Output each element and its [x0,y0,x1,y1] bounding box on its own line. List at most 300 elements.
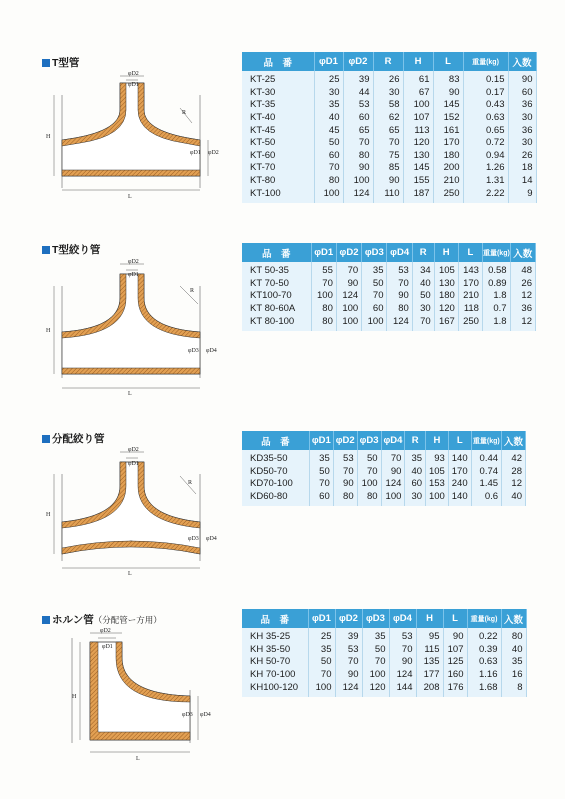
horn-pipe-drawing [60,628,220,763]
value-cell: 100 [314,187,343,203]
table-row [242,150,536,163]
value-cell: 124 [389,669,416,682]
value-cell: 14 [508,175,536,188]
value-cell: 50 [362,278,387,291]
value-cell: 0.94 [463,150,508,163]
value-cell: 90 [336,278,361,291]
table-row [242,262,536,278]
dim-h-label: H [46,134,51,140]
value-cell: 0.43 [463,99,508,112]
table-row [242,71,536,87]
value-cell: 40 [502,491,526,507]
product-code-cell: KD35-50 [242,450,309,466]
value-cell: 40 [405,466,426,479]
column-header: R [373,52,403,71]
value-cell: 90 [335,669,362,682]
value-cell: 26 [510,278,535,291]
table-header-row [242,52,536,71]
value-cell: 65 [373,124,403,137]
value-cell: 1.8 [482,290,510,303]
value-cell: 44 [343,87,373,100]
table-row [242,99,536,112]
value-cell: 152 [433,112,463,125]
value-cell: 0.22 [467,628,501,644]
dim-l-label: L [136,756,140,762]
column-header: 品 番 [242,431,309,450]
value-cell: 36 [510,303,535,316]
value-cell: 53 [333,450,357,466]
table-row [242,278,536,291]
column-header: L [448,431,471,450]
column-header: 重量(kg) [467,609,501,628]
table-row [242,315,536,331]
value-cell: 9 [508,187,536,203]
value-cell: 0.44 [471,450,501,466]
value-cell: 0.17 [463,87,508,100]
value-cell: 42 [502,450,526,466]
value-cell: 30 [508,112,536,125]
column-header: φD2 [336,243,361,262]
column-header: φD1 [309,431,333,450]
value-cell: 60 [314,150,343,163]
dim-d3-label: φD3 [188,536,199,542]
value-cell: 70 [333,466,357,479]
table-row [242,644,526,657]
column-header: φD2 [343,52,373,71]
value-cell: 26 [508,150,536,163]
dim-h-label: H [46,512,51,518]
value-cell: 45 [314,124,343,137]
section-title: T型絞り管 [42,242,100,257]
value-cell: 1.68 [467,681,501,697]
value-cell: 60 [508,87,536,100]
t-pipe-drawing [40,68,230,203]
table-row [242,491,526,507]
value-cell: 1.45 [471,478,501,491]
value-cell: 70 [308,669,335,682]
column-header: φD1 [314,52,343,71]
value-cell: 210 [458,290,482,303]
value-cell: 35 [308,644,335,657]
dim-r-label: R [182,110,187,116]
value-cell: 90 [508,71,536,87]
value-cell: 100 [362,669,389,682]
product-code-cell: KH 50-70 [242,656,308,669]
column-header: H [403,52,433,71]
value-cell: 26 [373,71,403,87]
value-cell: 208 [416,681,443,697]
value-cell: 120 [362,681,389,697]
product-code-cell: KT 50-35 [242,262,311,278]
value-cell: 30 [412,303,434,316]
dim-d3-label: φD3 [182,712,193,718]
column-header: L [433,52,463,71]
column-header: φD4 [381,431,405,450]
column-header: R [405,431,426,450]
value-cell: 100 [311,290,336,303]
value-cell: 50 [357,450,381,466]
value-cell: 30 [405,491,426,507]
product-code-cell: KT 70-50 [242,278,311,291]
value-cell: 145 [433,99,463,112]
product-code-cell: KT-70 [242,162,314,175]
value-cell: 100 [308,681,335,697]
value-cell: 143 [458,262,482,278]
t-pipe-spec-table [242,52,537,203]
product-code-cell: KT-35 [242,99,314,112]
value-cell: 176 [443,681,467,697]
value-cell: 0.58 [482,262,510,278]
table-row [242,175,536,188]
column-header: R [412,243,434,262]
product-code-cell: KD50-70 [242,466,309,479]
value-cell: 90 [389,656,416,669]
value-cell: 1.8 [482,315,510,331]
product-code-cell: KH100-120 [242,681,308,697]
value-cell: 53 [335,644,362,657]
value-cell: 1.26 [463,162,508,175]
table-row [242,478,526,491]
dim-d1-label: φD1 [102,644,113,650]
column-header: 重量(kg) [482,243,510,262]
dim-h-label: H [46,328,51,334]
column-header: 入数 [501,609,526,628]
value-cell: 90 [381,466,405,479]
column-header: 重量(kg) [471,431,501,450]
value-cell: 60 [309,491,333,507]
value-cell: 80 [357,491,381,507]
value-cell: 65 [343,124,373,137]
value-cell: 187 [403,187,433,203]
value-cell: 160 [443,669,467,682]
dim-d2-label: φD2 [128,259,139,265]
value-cell: 0.39 [467,644,501,657]
dim-d2-label: φD2 [100,628,111,634]
value-cell: 67 [403,87,433,100]
dim-d4-label: φD4 [200,712,211,718]
value-cell: 0.74 [471,466,501,479]
product-code-cell: KT-40 [242,112,314,125]
dim-h-label: H [72,694,77,700]
value-cell: 250 [458,315,482,331]
value-cell: 50 [309,466,333,479]
value-cell: 35 [362,262,387,278]
value-cell: 35 [405,450,426,466]
value-cell: 200 [433,162,463,175]
value-cell: 80 [311,315,336,331]
value-cell: 50 [314,137,343,150]
value-cell: 167 [434,315,458,331]
value-cell: 70 [412,315,434,331]
value-cell: 118 [458,303,482,316]
value-cell: 110 [373,187,403,203]
table-row [242,466,526,479]
value-cell: 25 [314,71,343,87]
bullet-square-icon [42,616,50,624]
value-cell: 12 [510,315,535,331]
product-code-cell: KT 80-100 [242,315,311,331]
column-header: L [443,609,467,628]
dim-d2-side-label: φD2 [208,150,219,156]
value-cell: 124 [381,478,405,491]
value-cell: 36 [508,99,536,112]
value-cell: 70 [309,478,333,491]
value-cell: 100 [336,315,361,331]
column-header: φD3 [357,431,381,450]
value-cell: 70 [314,162,343,175]
value-cell: 140 [448,450,471,466]
dim-d1-side-label: φD1 [190,150,201,156]
table-row [242,112,536,125]
column-header: 品 番 [242,609,308,628]
bullet-square-icon [42,246,50,254]
value-cell: 124 [387,315,412,331]
product-code-cell: KD70-100 [242,478,309,491]
t-reducer-spec-table [242,243,536,331]
table-row [242,303,536,316]
value-cell: 70 [373,137,403,150]
value-cell: 180 [434,290,458,303]
section-title: ホルン管 （分配管ー方用） [42,612,162,627]
value-cell: 107 [443,644,467,657]
dim-d1-label: φD1 [128,461,139,467]
value-cell: 80 [387,303,412,316]
value-cell: 100 [362,315,387,331]
section-title: 分配絞り管 [42,431,105,446]
product-code-cell: KT-45 [242,124,314,137]
value-cell: 0.7 [482,303,510,316]
value-cell: 70 [389,644,416,657]
value-cell: 170 [458,278,482,291]
dim-l-label: L [128,571,132,576]
value-cell: 35 [314,99,343,112]
value-cell: 177 [416,669,443,682]
value-cell: 100 [357,478,381,491]
value-cell: 115 [416,644,443,657]
column-header: φD4 [389,609,416,628]
table-row [242,628,526,644]
value-cell: 120 [403,137,433,150]
dim-d2-label: φD2 [128,71,139,77]
value-cell: 75 [373,150,403,163]
t-reducer-drawing [40,256,230,396]
value-cell: 28 [502,466,526,479]
value-cell: 90 [333,478,357,491]
product-code-cell: KT-25 [242,71,314,87]
value-cell: 70 [362,290,387,303]
value-cell: 90 [343,162,373,175]
column-header: φD3 [362,243,387,262]
value-cell: 90 [433,87,463,100]
value-cell: 61 [403,71,433,87]
value-cell: 0.63 [467,656,501,669]
table-header-row [242,609,526,628]
product-code-cell: KT100-70 [242,290,311,303]
value-cell: 12 [510,290,535,303]
product-code-cell: KT-80 [242,175,314,188]
value-cell: 180 [433,150,463,163]
bullet-square-icon [42,435,50,443]
value-cell: 40 [412,278,434,291]
value-cell: 80 [501,628,526,644]
value-cell: 140 [448,491,471,507]
table-row [242,87,536,100]
column-header: φD1 [311,243,336,262]
column-header: H [434,243,458,262]
value-cell: 0.65 [463,124,508,137]
bullet-square-icon [42,59,50,67]
dim-l-label: L [128,391,132,396]
value-cell: 83 [433,71,463,87]
table-row [242,137,536,150]
value-cell: 100 [343,175,373,188]
value-cell: 120 [434,303,458,316]
value-cell: 100 [426,491,449,507]
column-header: H [426,431,449,450]
value-cell: 130 [403,150,433,163]
product-code-cell: KT-50 [242,137,314,150]
value-cell: 1.16 [467,669,501,682]
value-cell: 60 [405,478,426,491]
value-cell: 53 [343,99,373,112]
table-row [242,124,536,137]
value-cell: 70 [335,656,362,669]
value-cell: 155 [403,175,433,188]
value-cell: 1.31 [463,175,508,188]
table-header-row [242,431,526,450]
value-cell: 2.22 [463,187,508,203]
value-cell: 35 [501,656,526,669]
value-cell: 107 [403,112,433,125]
value-cell: 35 [362,628,389,644]
value-cell: 145 [403,162,433,175]
value-cell: 0.15 [463,71,508,87]
column-header: 入数 [502,431,526,450]
value-cell: 70 [387,278,412,291]
value-cell: 30 [373,87,403,100]
value-cell: 50 [412,290,434,303]
value-cell: 100 [381,491,405,507]
dim-d4-label: φD4 [206,348,217,354]
column-header: L [458,243,482,262]
dim-d4-label: φD4 [206,536,217,542]
value-cell: 90 [443,628,467,644]
value-cell: 105 [434,262,458,278]
product-code-cell: KH 35-50 [242,644,308,657]
value-cell: 161 [433,124,463,137]
section-title: T型管 [42,55,79,70]
horn-pipe-spec-table [242,609,527,697]
value-cell: 85 [373,162,403,175]
value-cell: 55 [311,262,336,278]
value-cell: 70 [336,262,361,278]
value-cell: 80 [343,150,373,163]
value-cell: 70 [343,137,373,150]
dim-r-label: R [188,480,193,486]
value-cell: 124 [343,187,373,203]
value-cell: 60 [362,303,387,316]
value-cell: 130 [434,278,458,291]
value-cell: 210 [433,175,463,188]
value-cell: 0.89 [482,278,510,291]
column-header: 重量(kg) [463,52,508,71]
value-cell: 144 [389,681,416,697]
value-cell: 16 [501,669,526,682]
value-cell: 93 [426,450,449,466]
product-code-cell: KT-30 [242,87,314,100]
value-cell: 34 [412,262,434,278]
product-code-cell: KT-100 [242,187,314,203]
value-cell: 80 [311,303,336,316]
value-cell: 39 [335,628,362,644]
value-cell: 39 [343,71,373,87]
table-row [242,656,526,669]
value-cell: 90 [373,175,403,188]
table-row [242,669,526,682]
table-row [242,681,526,697]
value-cell: 170 [448,466,471,479]
value-cell: 90 [387,290,412,303]
value-cell: 35 [309,450,333,466]
value-cell: 53 [387,262,412,278]
product-code-cell: KH 35-25 [242,628,308,644]
value-cell: 100 [336,303,361,316]
value-cell: 70 [311,278,336,291]
product-code-cell: KT 80-60A [242,303,311,316]
value-cell: 124 [335,681,362,697]
distribution-reducer-spec-table [242,431,526,506]
column-header: φD1 [308,609,335,628]
product-code-cell: KT-60 [242,150,314,163]
value-cell: 25 [308,628,335,644]
table-row [242,450,526,466]
product-code-cell: KD60-80 [242,491,309,507]
value-cell: 40 [314,112,343,125]
column-header: φD3 [362,609,389,628]
value-cell: 50 [362,644,389,657]
value-cell: 0.72 [463,137,508,150]
value-cell: 53 [389,628,416,644]
column-header: φD2 [333,431,357,450]
value-cell: 48 [510,262,535,278]
dim-d2-label: φD2 [128,447,139,453]
value-cell: 58 [373,99,403,112]
column-header: φD2 [335,609,362,628]
value-cell: 70 [357,466,381,479]
dim-r-label: R [190,288,195,294]
value-cell: 0.63 [463,112,508,125]
value-cell: 0.6 [471,491,501,507]
value-cell: 125 [443,656,467,669]
value-cell: 113 [403,124,433,137]
column-header: 入数 [510,243,535,262]
value-cell: 135 [416,656,443,669]
value-cell: 30 [508,137,536,150]
value-cell: 70 [381,450,405,466]
dim-d1-label: φD1 [128,82,139,88]
value-cell: 12 [502,478,526,491]
value-cell: 36 [508,124,536,137]
table-row [242,187,536,203]
product-code-cell: KH 70-100 [242,669,308,682]
value-cell: 8 [501,681,526,697]
value-cell: 60 [343,112,373,125]
column-header: 入数 [508,52,536,71]
table-row [242,162,536,175]
distribution-reducer-drawing [40,446,230,576]
value-cell: 18 [508,162,536,175]
column-header: 品 番 [242,52,314,71]
